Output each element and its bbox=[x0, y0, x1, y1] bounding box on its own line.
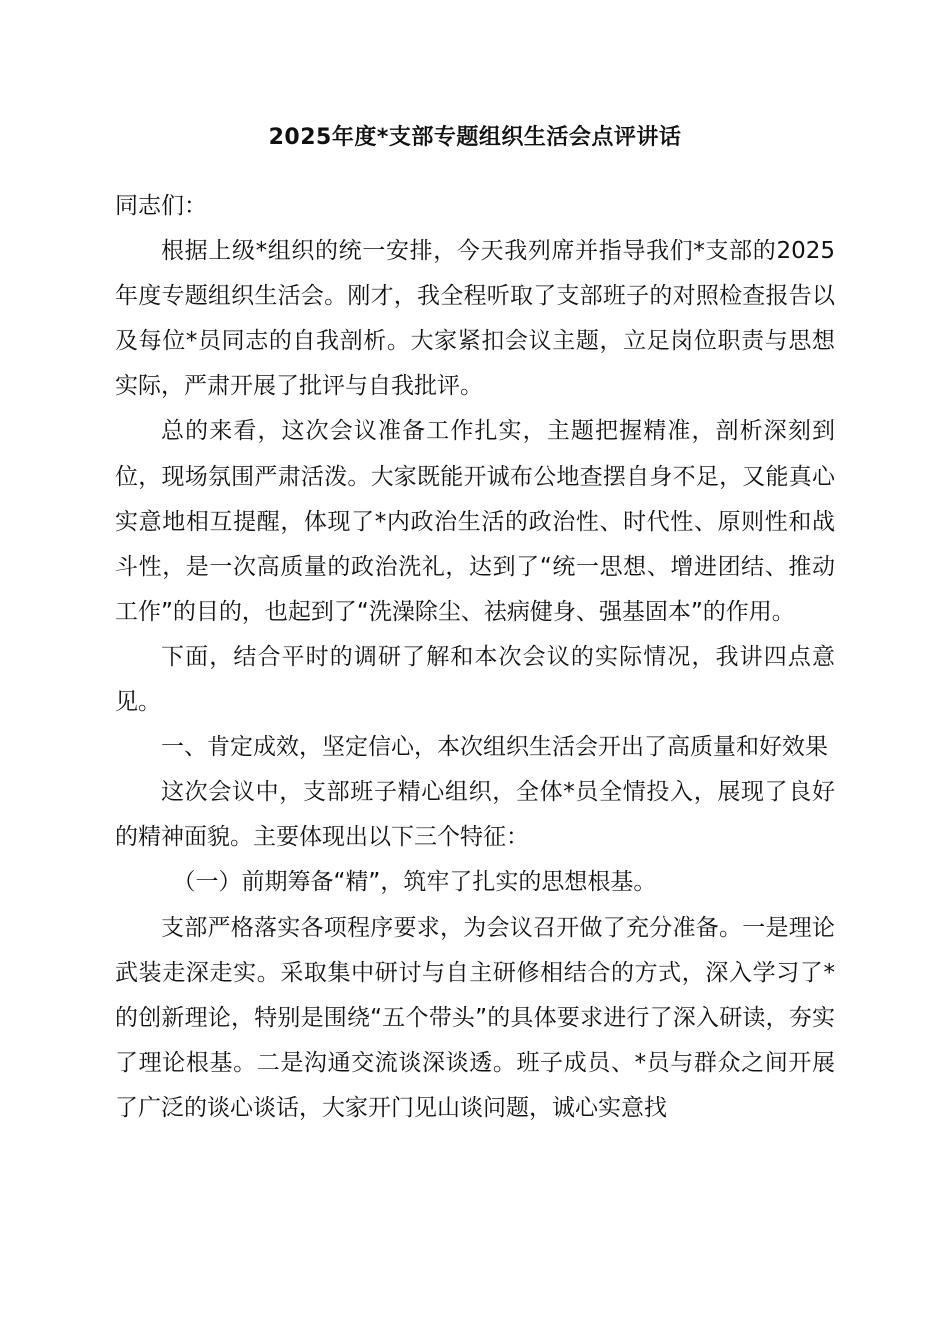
subsection-heading-1: （一）前期筹备“精”，筑牢了扎实的思想根基。 bbox=[172, 869, 657, 896]
salutation: 同志们： bbox=[115, 193, 207, 219]
document-body bbox=[115, 184, 835, 1131]
section-heading-1: 一、肯定成效，坚定信心，本次组织生活会开出了高质量和好效果 bbox=[161, 734, 828, 761]
page-title: 2025年度*支部专题组织生活会点评讲话 bbox=[268, 125, 682, 150]
paragraph-section-1-intro: 这次会议中，支部班子精心组织，全体*员全情投入，展现了良好的精神面貌。主要体现出以下三个特征： bbox=[115, 779, 835, 851]
paragraph-transition: 下面，结合平时的调研了解和本次会议的实际情况，我讲四点意见。 bbox=[115, 643, 835, 716]
paragraph-opening: 根据上级*组织的统一安排，今天我列席并指导我们*支部的2025年度专题组织生活会。刚才，我全程听取了支部班子的对照检查报告以及每位*员同志的自我剖析。大家紧扣会议主题，立足岗位职责与思想实际，严肃开展了批评与自我批评。 bbox=[115, 238, 835, 400]
paragraph-overview: 总的来看，这次会议准备工作扎实，主题把握精准，剖析深刻到位，现场氛围严肃活泼。大家既能开诚布公地查摆自身不足，又能真心实意地相互提醒，体现了*内政治生活的政治性、时代性、原则性和战斗性，是一次高质量的政治洗礼，达到了“统一思想、增进团结、推动工作”的目的，也起到了“洗澡除尘、祛病健身、强基固本”的作用。 bbox=[115, 418, 835, 625]
paragraph-subsection-1: 支部严格落实各项程序要求，为会议召开做了充分准备。一是理论武装走深走实。采取集中研讨与自主研修相结合的方式，深入学习了*的创新理论，特别是围绕“五个带头”的具体要求进行了深入研读，夯实了理论根基。二是沟通交流谈深谈透。班子成员、*员与群众之间开展了广泛的谈心谈话，大家开门见山谈问题，诚心实意找 bbox=[115, 914, 835, 1121]
